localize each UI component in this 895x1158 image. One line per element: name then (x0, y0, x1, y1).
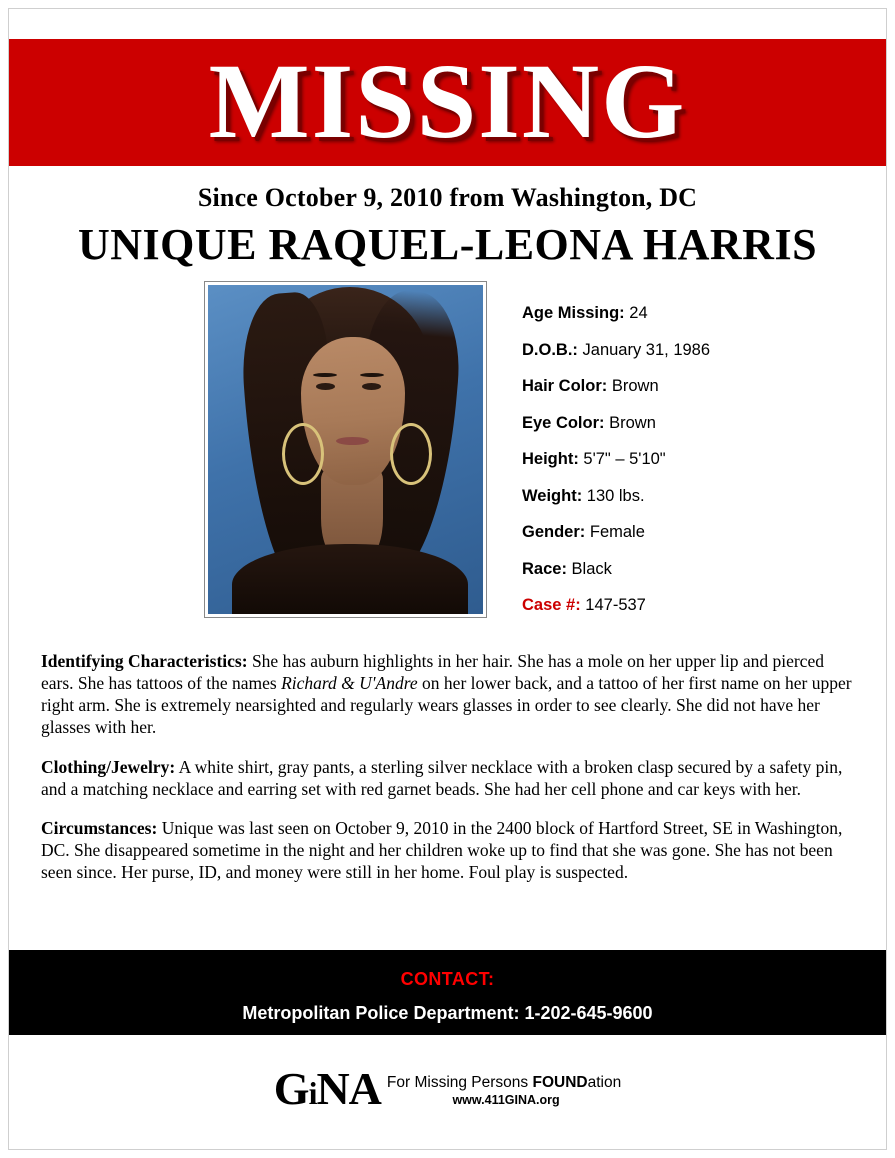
photo-eye-right (362, 383, 381, 390)
logo-letters-na: NA (316, 1063, 381, 1115)
detail-weight (522, 487, 886, 506)
contact-bar (9, 950, 886, 1035)
circumstances-label: Circumstances: (41, 818, 158, 839)
clothing-jewelry-paragraph (41, 756, 854, 800)
detail-label: Gender: (522, 523, 586, 541)
photo-eye-left (316, 383, 335, 390)
detail-value: 24 (629, 304, 648, 322)
logo-letter-g: G (273, 1063, 309, 1115)
clothing-jewelry-label: Clothing/Jewelry: (41, 756, 176, 777)
identifying-characteristics-text-2: on her lower back, and a tattoo of her first name on her upper right arm. She is extremely nearsighted and regularly wears glasses in order to see clearly. She did not have her glasses with her. (41, 673, 852, 738)
detail-label: Hair Color: (522, 377, 608, 395)
photo-earring-left (282, 423, 324, 485)
detail-case-number (522, 596, 886, 615)
gina-logo (9, 1063, 886, 1115)
since-line: Since October 9, 2010 from Washington, DC (197, 183, 698, 212)
detail-label: Age Missing: (522, 304, 625, 322)
profile-row (9, 282, 886, 633)
detail-label: Height: (522, 450, 579, 468)
tattoo-names: Richard & U'Andre (281, 673, 418, 694)
clothing-jewelry-text: A white shirt, gray pants, a sterling silver necklace with a broken clasp secured by a safety pin, and a matching necklace and earring set with red garnet beads. She had her cell phone and car keys with her. (41, 756, 843, 799)
logo-text-block (381, 1074, 621, 1111)
detail-age-missing (522, 304, 886, 323)
detail-race (522, 560, 886, 579)
detail-value: January 31, 1986 (582, 340, 711, 359)
logo-wordmark (273, 1063, 381, 1115)
detail-hair-color (522, 377, 886, 396)
logo-row (273, 1063, 622, 1115)
detail-gender (522, 523, 886, 542)
detail-value: 130 lbs. (586, 486, 645, 505)
logo-tagline-prefix: For Missing Persons (386, 1073, 533, 1091)
detail-label: D.O.B.: (522, 340, 578, 359)
detail-label: Case #: (522, 596, 581, 614)
contact-title: CONTACT: (400, 969, 495, 989)
contact-phone: Metropolitan Police Department: 1-202-645-9600 (242, 1003, 653, 1023)
photo-earring-right (390, 423, 432, 485)
logo-letter-i: i (308, 1075, 317, 1112)
logo-tagline-found: FOUND (532, 1073, 588, 1091)
detail-value: Brown (609, 413, 656, 432)
detail-value: 5'7" – 5'10" (583, 450, 666, 468)
logo-tagline-suffix: ation (587, 1073, 622, 1091)
logo-url: www.411GINA.org (452, 1093, 560, 1107)
poster-content (9, 9, 886, 1149)
logo-tagline (387, 1074, 621, 1091)
identifying-characteristics-paragraph (41, 650, 854, 738)
detail-list (486, 282, 886, 633)
missing-banner (9, 39, 886, 166)
detail-value: Female (589, 523, 645, 541)
detail-dob (522, 341, 886, 360)
detail-label: Eye Color: (522, 413, 605, 432)
detail-value: Brown (611, 377, 659, 395)
photo-brow-left (313, 373, 337, 377)
identifying-characteristics-label: Identifying Characteristics: (41, 651, 248, 671)
detail-label: Race: (522, 559, 567, 578)
detail-value: Black (571, 559, 612, 578)
photo-mouth (336, 437, 369, 445)
detail-value: 147-537 (585, 596, 646, 614)
photo-shoulders (232, 544, 468, 614)
narrative-section (9, 650, 886, 883)
circumstances-text: Unique was last seen on October 9, 2010 in the 2400 block of Hartford Street, SE in Washington, DC. She disappeared sometime in the night and her children woke up to find that she was gone. She has not been seen since. Her purse, ID, and money were still in her home. Foul play is suspected. (41, 818, 843, 883)
person-name: UNIQUE RAQUEL-LEONA HARRIS (77, 220, 818, 269)
identifying-characteristics-text-1: She has auburn highlights in her hair. She has a mole on her upper lip and pierced ears. She has tattoos of the names (41, 651, 824, 694)
detail-eye-color (522, 414, 886, 433)
detail-label: Weight: (522, 486, 583, 505)
photo-brow-right (360, 373, 384, 377)
missing-person-photo (205, 282, 486, 617)
circumstances-paragraph (41, 817, 854, 883)
detail-height (522, 450, 886, 469)
missing-headline: MISSING (208, 43, 687, 161)
